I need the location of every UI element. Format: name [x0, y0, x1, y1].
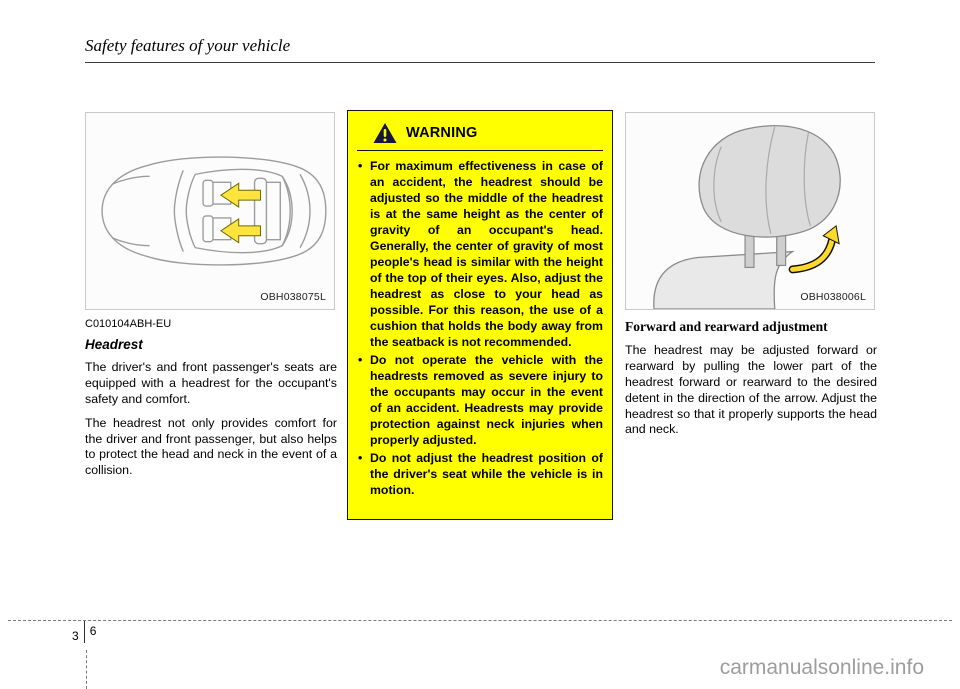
warning-bullet-1: • For maximum effectiveness in case of an accident, the headrest should be adjusted so the middle of the headrest is at the same height as the center of gravity of an occupant's head. Generally, the center of gravity of most people's head is similar with the height of the top of their eyes. Also, adjust the headrest as close to your head as possible. For this reason, the use of a cushion that holds the body away from the seatback is not recommended. — [357, 159, 603, 351]
headrest-paragraph-2: The headrest not only provides comfort for the driver and front passenger, but also helps to protect the head and neck in the event of a collision. — [85, 415, 337, 478]
left-column — [85, 112, 337, 479]
warning-list — [357, 159, 603, 499]
headrest-illustration — [626, 113, 874, 309]
forward-rearward-paragraph: The headrest may be adjusted forward or rearward by pulling the lower part of the headrest forward or rearward to the desired detent in the direction of the arrow. Adjust the headrest so that it properly supports the head and neck. — [625, 343, 877, 437]
warning-header — [357, 119, 603, 151]
footer-dashed-line — [8, 620, 952, 621]
right-column — [625, 112, 877, 438]
warning-title: WARNING — [406, 125, 478, 141]
car-top-view-illustration — [86, 113, 334, 309]
chapter-number: 3 — [72, 629, 79, 643]
warning-box — [347, 110, 613, 520]
figure-caption: OBH038006L — [800, 291, 866, 303]
watermark: carmanualsonline.info — [719, 656, 924, 679]
headrest-figure — [625, 112, 875, 310]
header-rule — [85, 62, 875, 63]
page-title: Safety features of your vehicle — [85, 36, 291, 55]
footer-vertical-dashed-line — [86, 650, 87, 689]
headrest-paragraph-1: The driver's and front passenger's seats are equipped with a headrest for the occupant's safety and comfort. — [85, 360, 337, 406]
page-number: 6 — [89, 624, 97, 638]
headrest-heading: Headrest — [85, 337, 143, 352]
section-code: C010104ABH-EU — [85, 318, 172, 330]
footer-page-numbers — [72, 621, 96, 643]
car-top-view-figure — [85, 112, 335, 310]
forward-rearward-heading: Forward and rearward adjustment — [625, 319, 828, 334]
warning-triangle-icon — [373, 122, 397, 144]
warning-bullet-2: • Do not operate the vehicle with the headrests removed as severe injury to the occupants may occur in the event of an accident. Headrests may provide protection against neck injuries when properly adjusted. — [357, 353, 603, 449]
warning-bullet-3: • Do not adjust the headrest position of the driver's seat while the vehicle is in motion. — [357, 451, 603, 499]
middle-column — [347, 110, 613, 520]
figure-caption: OBH038075L — [260, 291, 326, 303]
